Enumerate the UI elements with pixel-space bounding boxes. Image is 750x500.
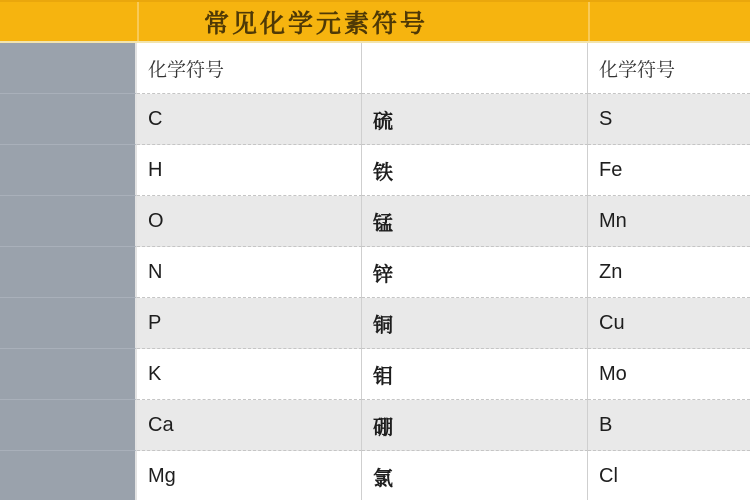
element-name-cell: 钼	[362, 349, 588, 400]
symbol-right-cell: Mo	[588, 349, 750, 400]
row-spacer-cell	[0, 400, 137, 451]
symbol-left-cell: O	[137, 196, 362, 247]
symbol-right-cell: Fe	[588, 145, 750, 196]
symbol-right-cell: Cu	[588, 298, 750, 349]
symbol-right-cell: Mn	[588, 196, 750, 247]
element-name-cell: 氯	[362, 451, 588, 500]
row-spacer-cell	[0, 196, 137, 247]
element-name-cell: 锌	[362, 247, 588, 298]
row-spacer-cell	[0, 145, 137, 196]
symbol-left-cell: Ca	[137, 400, 362, 451]
element-name-cell: 硫	[362, 94, 588, 145]
element-name-cell: 铜	[362, 298, 588, 349]
column-divider	[588, 2, 590, 41]
row-spacer-cell	[0, 298, 137, 349]
symbol-left-cell: Mg	[137, 451, 362, 500]
header-spacer-cell	[0, 43, 137, 94]
table-title: 常见化学元素符号	[203, 9, 428, 38]
header-name-cell	[362, 43, 588, 94]
row-spacer-cell	[0, 247, 137, 298]
element-name-cell: 硼	[362, 400, 588, 451]
symbol-left-cell: H	[137, 145, 362, 196]
symbol-left-cell: N	[137, 247, 362, 298]
row-spacer-cell	[0, 451, 137, 500]
table-title-bar	[0, 0, 750, 43]
element-name-cell: 铁	[362, 145, 588, 196]
row-spacer-cell	[0, 94, 137, 145]
table-grid	[0, 43, 750, 500]
symbol-right-cell: Cl	[588, 451, 750, 500]
symbol-right-cell: Zn	[588, 247, 750, 298]
symbol-left-cell: P	[137, 298, 362, 349]
header-symbol-right: 化学符号	[588, 43, 750, 94]
symbol-left-cell: K	[137, 349, 362, 400]
element-name-cell: 锰	[362, 196, 588, 247]
symbol-right-cell: S	[588, 94, 750, 145]
symbol-left-cell: C	[137, 94, 362, 145]
header-symbol-left: 化学符号	[137, 43, 362, 94]
symbol-right-cell: B	[588, 400, 750, 451]
row-spacer-cell	[0, 349, 137, 400]
